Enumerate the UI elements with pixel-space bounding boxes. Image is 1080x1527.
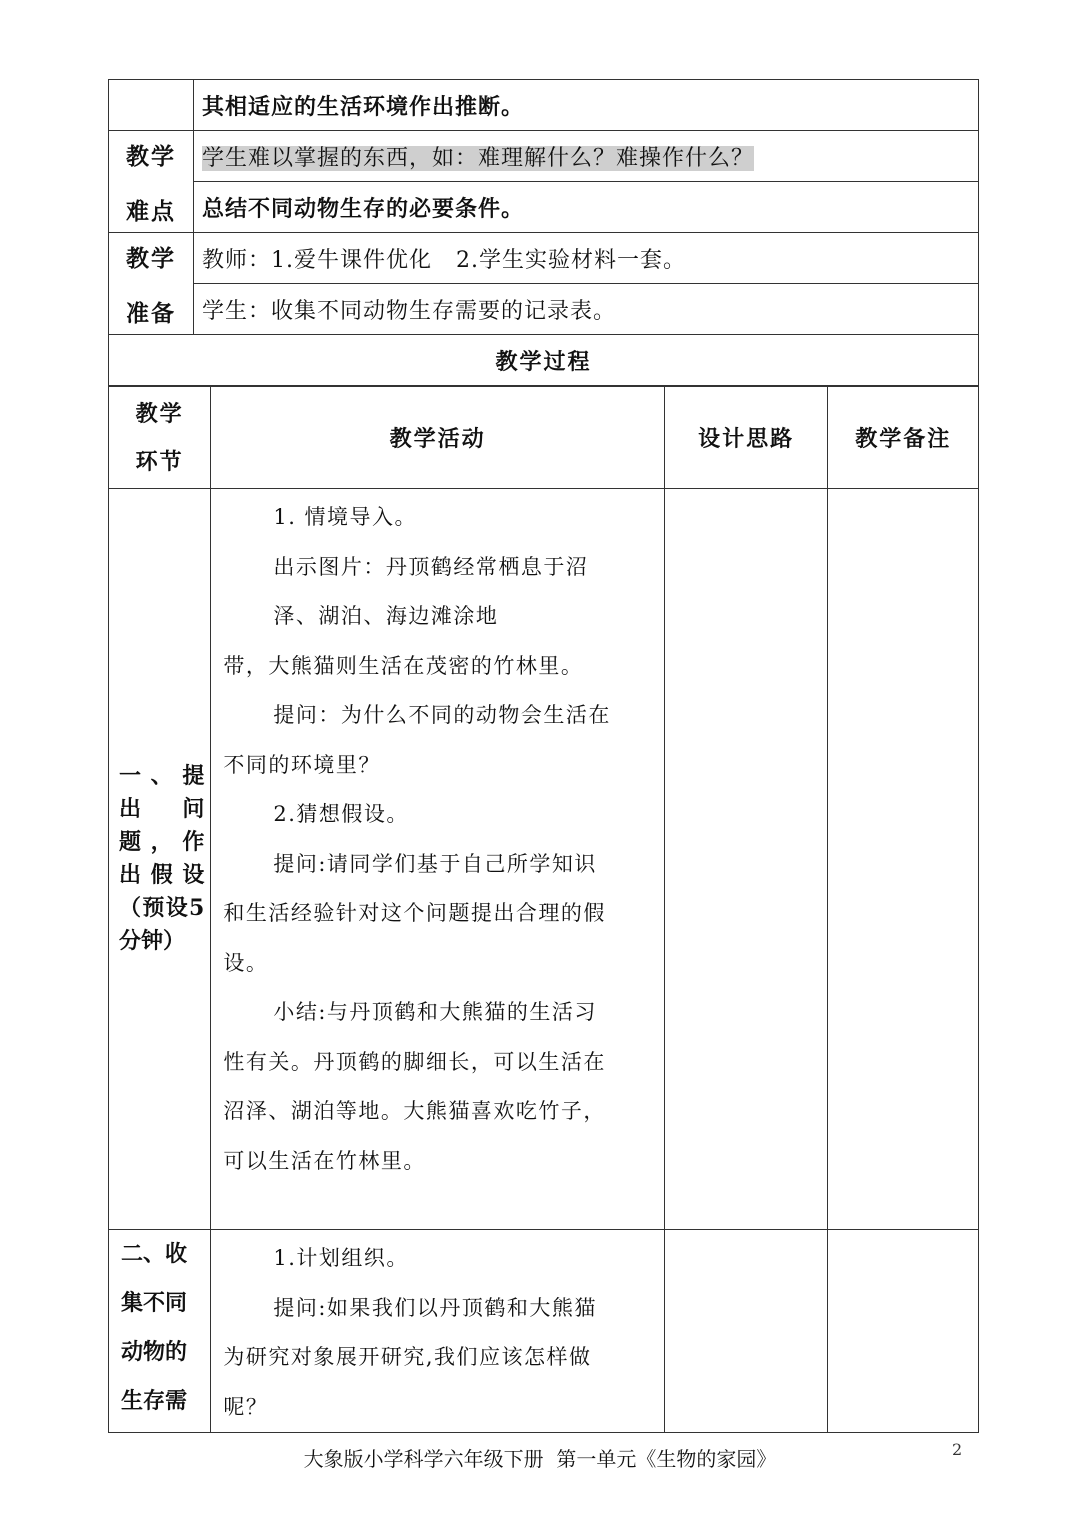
stage-cell-2: 二、收 集不同 动物的 生存需 <box>109 1230 211 1433</box>
header-activity: 教学活动 <box>211 387 665 489</box>
process-title: 教学过程 <box>109 335 979 386</box>
header-notes: 教学备注 <box>828 387 979 489</box>
design-cell-1 <box>664 489 828 1230</box>
preparation-label: 教学 准备 <box>109 233 194 335</box>
process-table <box>108 386 979 1433</box>
teacher-preparation: 教师：1.爱牛课件优化 2.学生实验材料一套。 <box>194 233 979 284</box>
student-preparation: 学生：收集不同动物生存需要的记录表。 <box>194 284 979 335</box>
stage-cell-1 <box>109 489 211 1230</box>
difficulty-text: 总结不同动物生存的必要条件。 <box>194 182 979 233</box>
design-cell-2 <box>664 1230 828 1433</box>
notes-cell-2 <box>828 1230 979 1433</box>
activity-cell-1: 1. 情境导入。 出示图片：丹顶鹤经常栖息于沼 泽、湖泊、海边滩涂地 带，大熊猫则生活在茂密的竹林里。 提问：为什么不同的动物会生活在 不同的环境里？ 2.猜想假设。 提问:请同学们基于自己所学知识 和生活经验针对这个问题提出合理的假 设。 小结:与丹顶鹤和大熊猫的生活习 性有关。丹顶鹤的脚细长，可以生活在 沼泽、湖泊等地。大熊猫喜欢吃竹子， 可以生活在竹林里。 <box>211 489 665 1230</box>
difficulty-hint <box>194 131 979 182</box>
objective-continuation: 其相适应的生活环境作出推断。 <box>194 80 979 131</box>
page-footer: 大象版小学科学六年级下册 第一单元《生物的家园》 <box>303 1447 777 1471</box>
difficulty-label: 教学 难点 <box>109 131 194 233</box>
header-design: 设计思路 <box>664 387 828 489</box>
stage-label-1: 一、提出问题，作出假设（预设5分钟） <box>119 763 205 954</box>
highlighted-hint: 学生难以掌握的东西，如：难理解什么？难操作什么？ <box>202 145 755 171</box>
header-stage: 教学 环节 <box>109 387 211 489</box>
page-number: 2 <box>952 1440 963 1459</box>
preparation-table <box>108 79 979 386</box>
activity-cell-2: 1.计划组织。 提问:如果我们以丹顶鹤和大熊猫 为研究对象展开研究,我们应该怎样做 呢？ <box>211 1230 665 1433</box>
notes-cell-1 <box>828 489 979 1230</box>
empty-label-cell <box>109 80 194 131</box>
